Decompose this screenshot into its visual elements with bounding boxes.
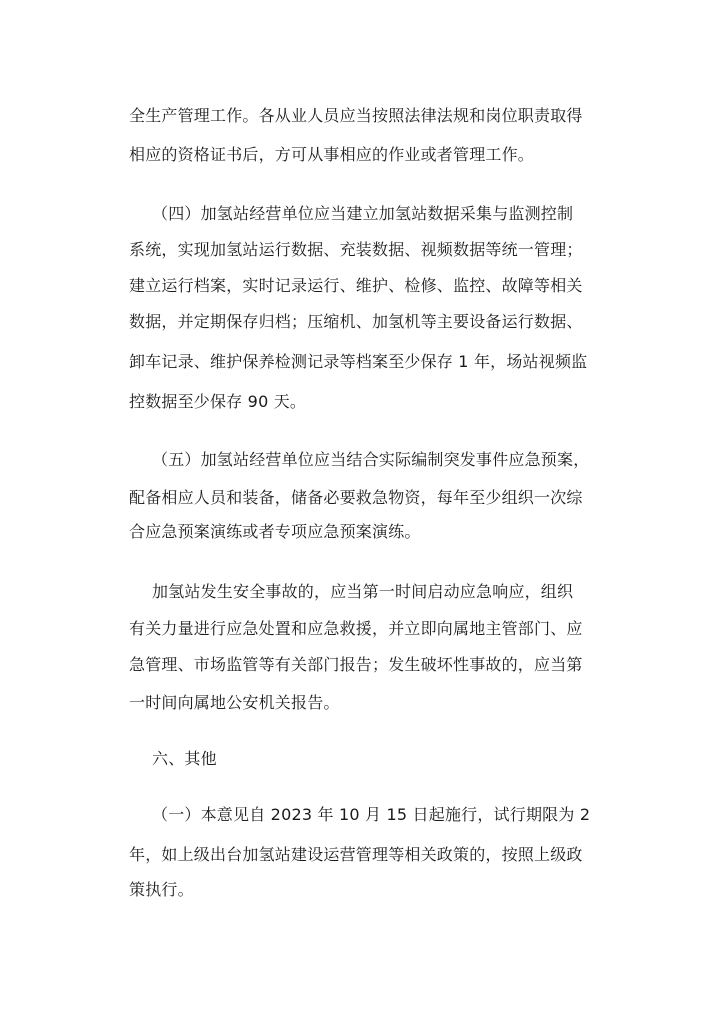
text-line: 建立运行档案，实时记录运行、维护、检修、监控、故障等相关 (129, 276, 583, 295)
text-line: 合应急预案演练或者专项应急预案演练。 (129, 522, 421, 541)
text-line: （一）本意见自 2023 年 10 月 15 日起施行，试行期限为 2 (152, 805, 591, 824)
text-line: 加氢站发生安全事故的，应当第一时间启动应急响应，组织 (152, 582, 574, 601)
text-line: （五）加氢站经营单位应当结合实际编制突发事件应急预案， (152, 450, 590, 469)
text-line: 全生产管理工作。各从业人员应当按照法律法规和岗位职责取得 (129, 106, 583, 125)
text-line: 年，如上级出台加氢站建设运营管理等相关政策的，按照上级政 (129, 845, 583, 864)
text-line: 系统，实现加氢站运行数据、充装数据、视频数据等统一管理； (129, 240, 583, 259)
section-heading: 六、其他 (152, 749, 217, 768)
text-line: 策执行。 (129, 880, 194, 899)
text-line: 相应的资格证书后，方可从事相应的作业或者管理工作。 (129, 145, 535, 164)
text-line: 一时间向属地公安机关报告。 (129, 693, 340, 712)
text-line: 急管理、市场监管等有关部门报告；发生破坏性事故的，应当第 (129, 655, 583, 674)
text-line: 数据，并定期保存归档；压缩机、加氢机等主要设备运行数据、 (129, 312, 583, 331)
text-line: 有关力量进行应急处置和应急救援，并立即向属地主管部门、应 (129, 619, 583, 638)
text-line: 卸车记录、维护保养检测记录等档案至少保存 1 年，场站视频监 (129, 352, 588, 371)
text-line: 控数据至少保存 90 天。 (129, 392, 307, 411)
text-line: 配备相应人员和装备，储备必要救急物资，每年至少组织一次综 (129, 488, 583, 507)
text-line: （四）加氢站经营单位应当建立加氢站数据采集与监测控制 (152, 204, 574, 223)
